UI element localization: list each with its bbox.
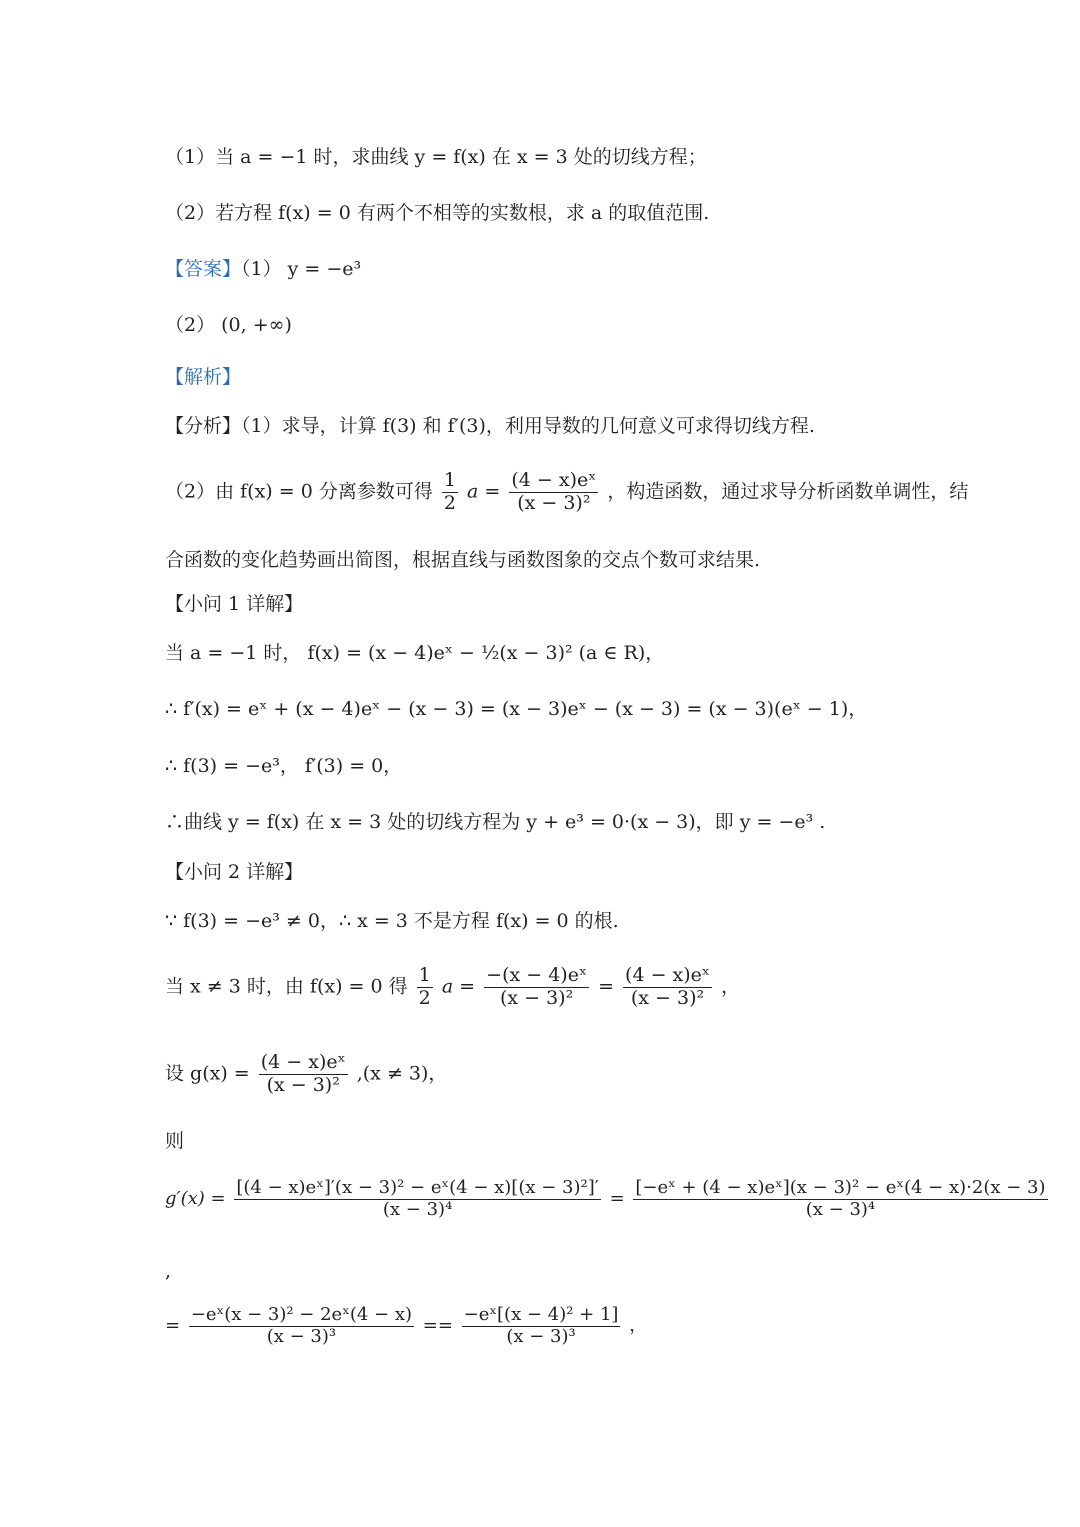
lone-comma: , (165, 1260, 172, 1282)
frac-num: (4 − x)eˣ (511, 469, 597, 491)
frac-den: 2 (443, 491, 456, 514)
analysis-2 (165, 470, 968, 515)
frac-den: (x − 3)⁴ (382, 1198, 453, 1220)
frac-num: 1 (443, 469, 456, 491)
analysis-2-cont: 合函数的变化趋势画出简图，根据直线与函数图象的交点个数可求结果. (165, 549, 761, 571)
jiexi-tag: 【解析】 (165, 366, 242, 388)
sub2-line3-prefix: 设 g(x) = (165, 1062, 250, 1085)
frac-num: (4 − x)eˣ (625, 964, 710, 986)
sub2-line3-suffix: ,(x ≠ 3)， (356, 1062, 448, 1085)
var-a: a = (441, 975, 476, 998)
fraction-g-deriv-3 (189, 1305, 414, 1347)
g-lhs: g′(x) = (165, 1188, 226, 1210)
frac-den: (x − 3)⁴ (805, 1198, 876, 1220)
double-equals: == (422, 1315, 453, 1337)
sub1-line1: 当 a = −1 时， f(x) = (x − 4)eˣ − ½(x − 3)² (a ∈ R)， (165, 642, 665, 664)
var-a: a = (467, 480, 501, 503)
frac-num: −(x − 4)eˣ (486, 964, 588, 986)
sub2-line1: ∵ f(3) = −e³ ≠ 0，∴ x = 3 不是方程 f(x) = 0 的根. (165, 910, 619, 932)
fraction-expr-1 (484, 965, 589, 1010)
fraction-g (259, 1052, 348, 1097)
answer-1-text: （1） y = −e³ (241, 258, 362, 280)
frac-num: [−eˣ + (4 − x)eˣ](x − 3)² − eˣ(4 − x)·2(x − 3) (635, 1177, 1046, 1198)
answer-2: （2） (0, +∞) (165, 314, 292, 336)
fraction-half (417, 965, 433, 1010)
fraction-g-deriv-2 (633, 1178, 1047, 1220)
frac-den: (x − 3)³ (506, 1325, 576, 1347)
frac-den: (x − 3)² (266, 1073, 340, 1096)
sub2-line2 (165, 965, 740, 1010)
sub2-tag: 【小问 2 详解】 (165, 861, 304, 883)
sub1-line4: ∴曲线 y = f(x) 在 x = 3 处的切线方程为 y + e³ = 0·(x − 3)，即 y = −e³ . (165, 811, 826, 833)
sub1-tag: 【小问 1 详解】 (165, 593, 304, 615)
frac-den: (x − 3)² (630, 986, 705, 1009)
frac-den: 2 (418, 986, 431, 1009)
analysis-1: 【分析】（1）求导，计算 f(3) 和 f′(3)，利用导数的几何意义可求得切线方程. (165, 415, 815, 437)
question-1: （1）当 a = −1 时，求曲线 y = f(x) 在 x = 3 处的切线方程； (165, 146, 707, 168)
frac-num: (4 − x)eˣ (260, 1051, 346, 1073)
comma: ， (721, 975, 741, 998)
frac-den: (x − 3)² (517, 491, 591, 514)
equals-sign: = (165, 1315, 181, 1337)
answer-1 (165, 260, 361, 279)
frac-den: (x − 3)³ (266, 1325, 337, 1347)
analysis-2-suffix: ，构造函数，通过求导分析函数单调性，结 (607, 480, 969, 503)
fraction-expr-2 (623, 965, 712, 1010)
sub1-line3: ∴ f(3) = −e³， f′(3) = 0， (165, 755, 403, 777)
g-derivative-line1 (165, 1178, 1051, 1220)
fraction-g-deriv-1 (234, 1178, 600, 1220)
frac-num: −eˣ(x − 3)² − 2eˣ(4 − x) (190, 1304, 413, 1325)
equals-sign: = (598, 975, 614, 998)
analysis-2-prefix: （2）由 f(x) = 0 分离参数可得 (165, 480, 433, 503)
sub2-line2-prefix: 当 x ≠ 3 时，由 f(x) = 0 得 (165, 975, 408, 998)
answer-tag: 【答案】 (165, 258, 242, 280)
equals-sign: = (609, 1188, 625, 1210)
fraction-expr (509, 470, 598, 515)
comma: ， (629, 1315, 648, 1337)
frac-num: −eˣ[(x − 4)² + 1] (463, 1304, 619, 1325)
g-derivative-line2 (165, 1305, 647, 1347)
frac-num: 1 (418, 964, 431, 986)
sub2-line3 (165, 1052, 447, 1097)
fraction-half (442, 470, 458, 515)
fraction-g-deriv-4 (462, 1305, 621, 1347)
sub1-line2: ∴ f′(x) = eˣ + (x − 4)eˣ − (x − 3) = (x − 3)eˣ − (x − 3) = (x − 3)(eˣ − 1)， (165, 698, 868, 720)
question-2: （2）若方程 f(x) = 0 有两个不相等的实数根，求 a 的取值范围. (165, 202, 710, 224)
sub2-then: 则 (165, 1130, 185, 1152)
frac-den: (x − 3)² (499, 986, 574, 1009)
frac-num: [(4 − x)eˣ]′(x − 3)² − eˣ(4 − x)[(x − 3)²]′ (236, 1177, 599, 1198)
